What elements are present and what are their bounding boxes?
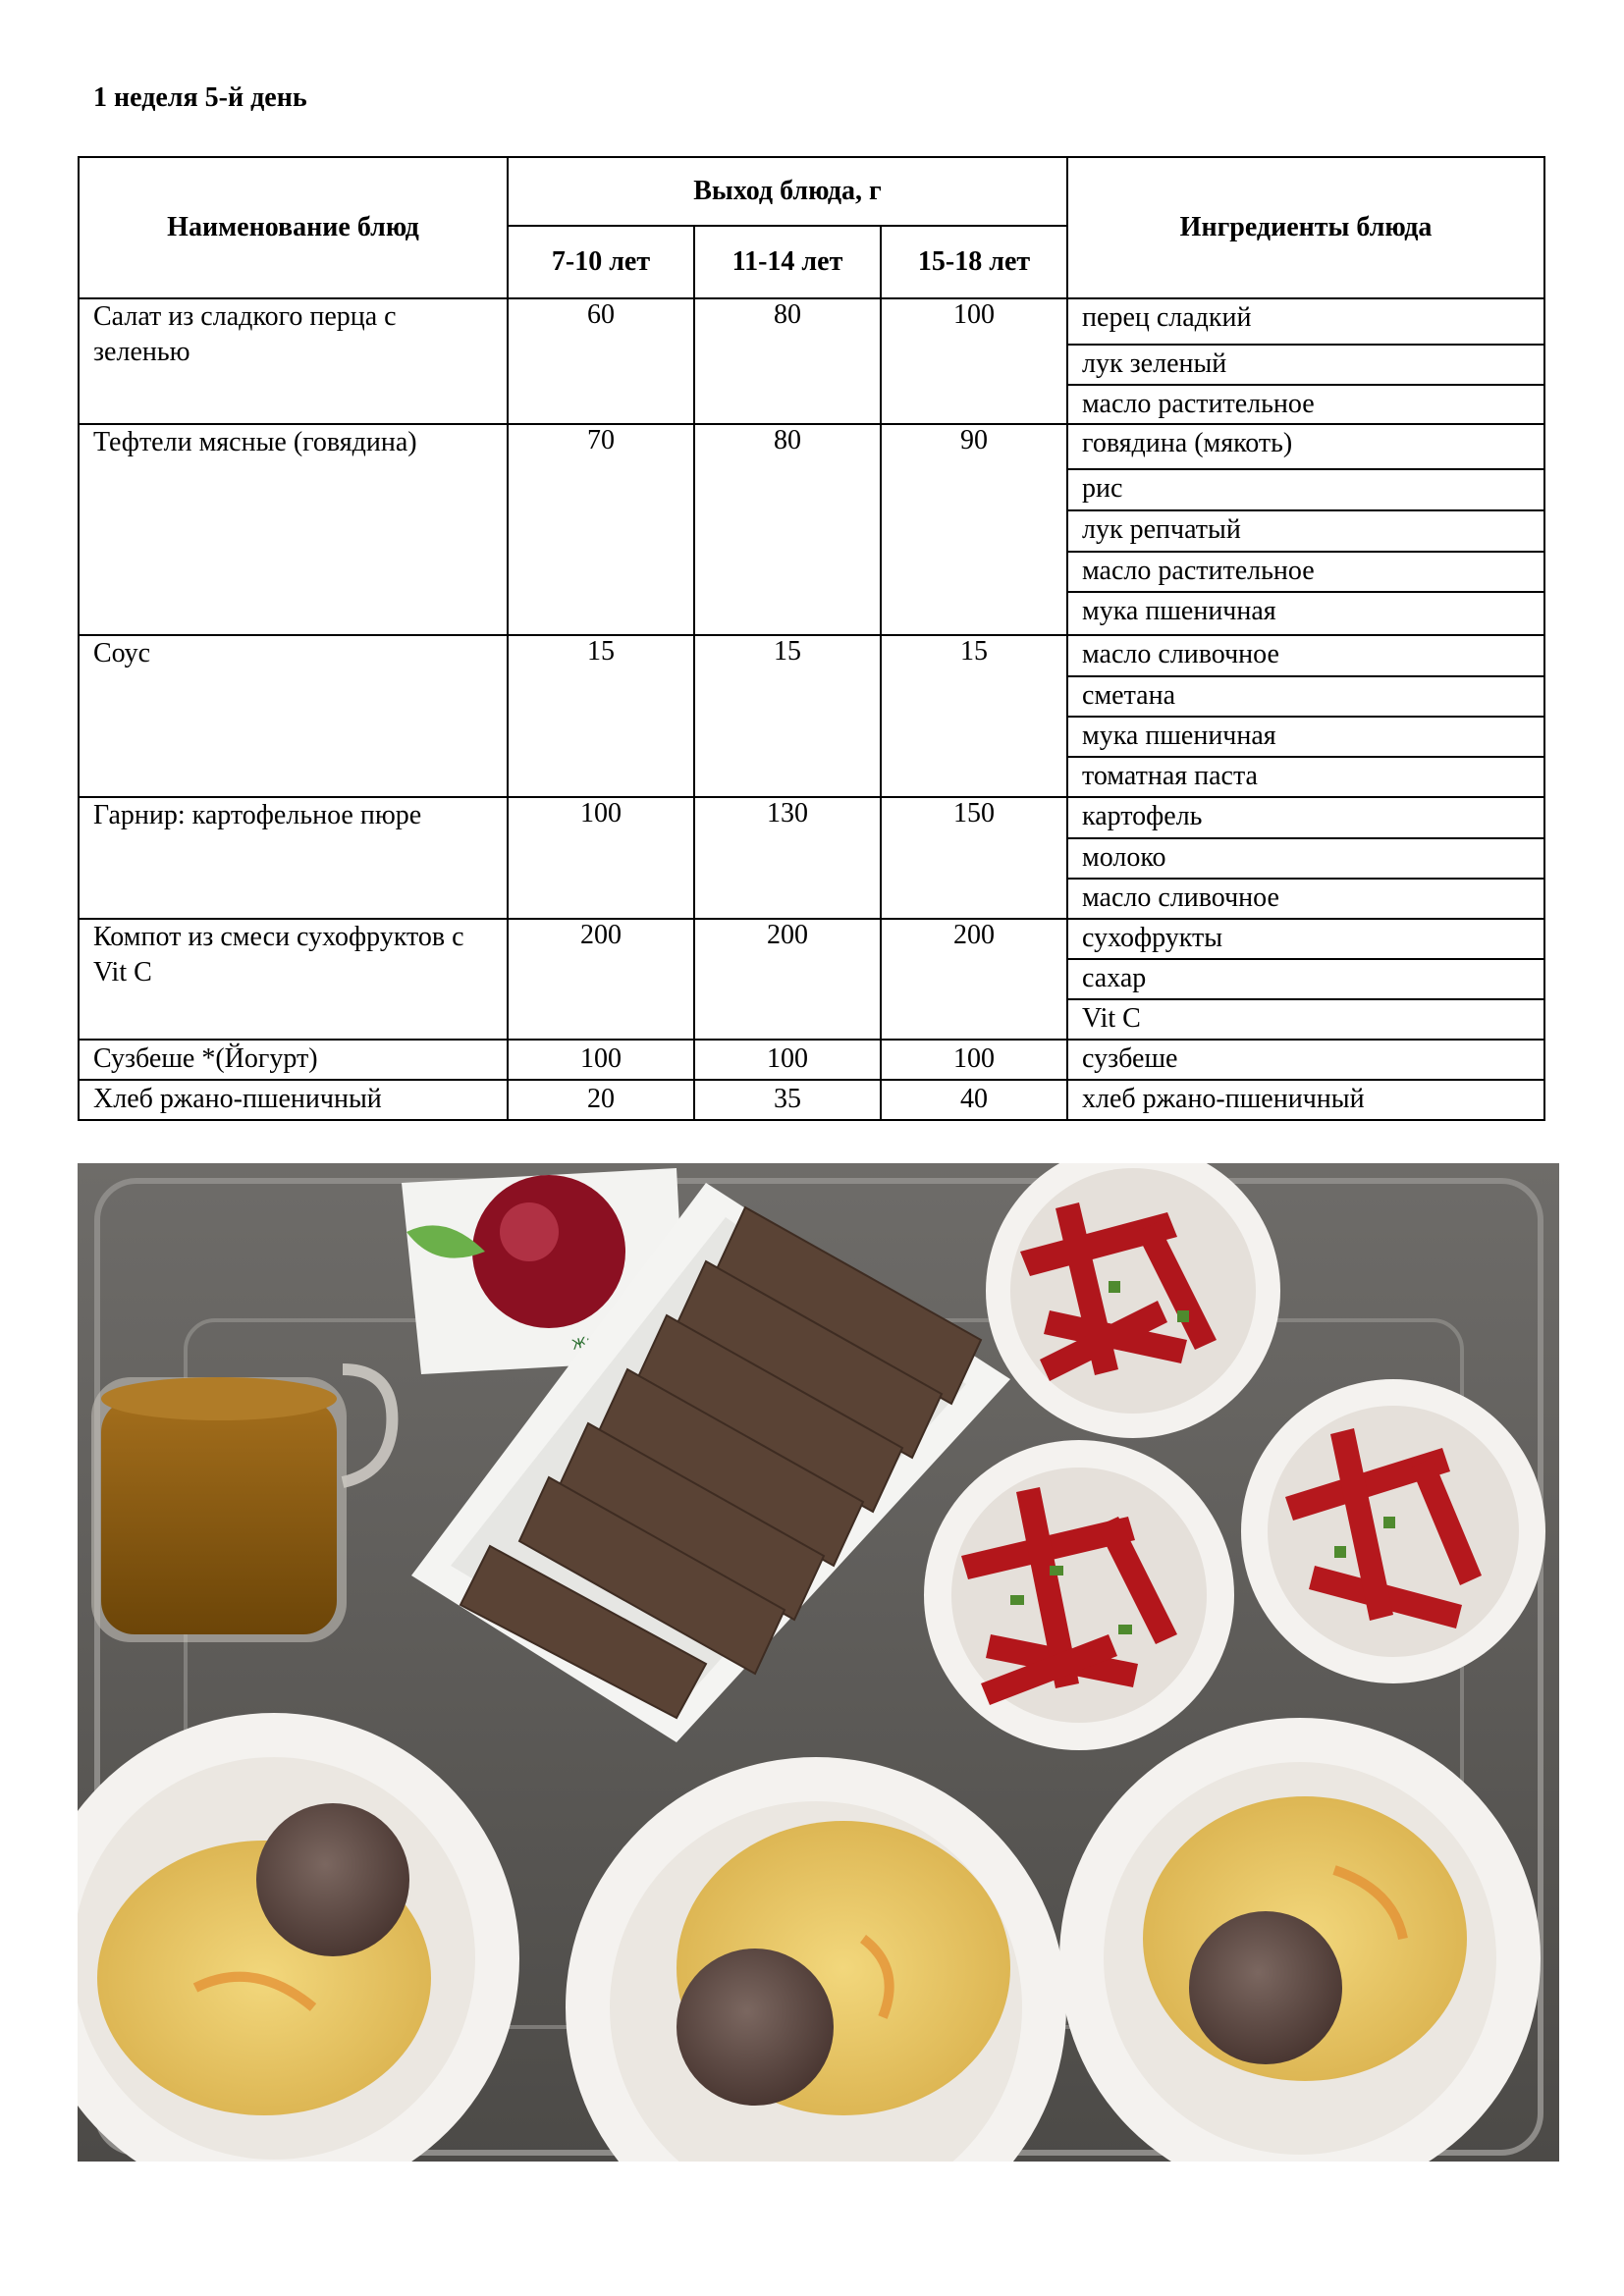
ingredient: картофель [1067, 797, 1544, 838]
value-11-14: 100 [694, 1040, 881, 1080]
ingredient: масло сливочное [1067, 879, 1544, 919]
dish-name: Гарнир: картофельное пюре [79, 797, 508, 919]
ingredient: сузбеше [1067, 1040, 1544, 1080]
header-output: Выход блюда, г [508, 157, 1067, 226]
ingredient: хлеб ржано-пшеничный [1067, 1080, 1544, 1120]
meatball [256, 1803, 409, 1956]
dish-name: Тефтели мясные (говядина) [79, 424, 508, 635]
ingredient: мука пшеничная [1067, 592, 1544, 635]
header-age-7-10: 7-10 лет [508, 226, 694, 298]
ingredient: перец сладкий [1067, 298, 1544, 345]
value-15-18: 40 [881, 1080, 1067, 1120]
value-11-14: 15 [694, 635, 881, 797]
table-row [79, 298, 1544, 345]
table-row [79, 424, 1544, 469]
ingredient: сметана [1067, 676, 1544, 717]
dish-name: Салат из сладкого перца с зеленью [79, 298, 508, 424]
header-ingredients: Ингредиенты блюда [1067, 157, 1544, 298]
ingredient: лук репчатый [1067, 510, 1544, 552]
ingredient: рис [1067, 469, 1544, 510]
value-15-18: 200 [881, 919, 1067, 1040]
table-row [79, 797, 1544, 838]
value-7-10: 200 [508, 919, 694, 1040]
header-age-11-14: 11-14 лет [694, 226, 881, 298]
ingredient: масло растительное [1067, 385, 1544, 424]
menu-table [78, 156, 1545, 1121]
ingredient: масло растительное [1067, 552, 1544, 592]
table-row [79, 919, 1544, 959]
ingredient: лук зеленый [1067, 345, 1544, 385]
table-row [79, 1080, 1544, 1120]
salad-bowl-2 [1241, 1379, 1545, 1683]
ingredient: молоко [1067, 838, 1544, 879]
dish-name: Хлеб ржано-пшеничный [79, 1080, 508, 1120]
food-photo [78, 1163, 1559, 2162]
header-age-15-18: 15-18 лет [881, 226, 1067, 298]
value-15-18: 100 [881, 298, 1067, 424]
page-title: 1 неделя 5-й день [93, 82, 307, 113]
value-15-18: 150 [881, 797, 1067, 919]
value-15-18: 90 [881, 424, 1067, 635]
dish-name: Компот из смеси сухофруктов с Vit C [79, 919, 508, 1040]
value-7-10: 15 [508, 635, 694, 797]
value-11-14: 80 [694, 298, 881, 424]
dish-name: Соус [79, 635, 508, 797]
value-7-10: 100 [508, 1040, 694, 1080]
ingredient: сахар [1067, 959, 1544, 999]
ingredient: Vit C [1067, 999, 1544, 1040]
value-15-18: 100 [881, 1040, 1067, 1080]
value-11-14: 130 [694, 797, 881, 919]
salad-bowl-3 [924, 1440, 1234, 1750]
ingredient: томатная паста [1067, 757, 1544, 797]
value-15-18: 15 [881, 635, 1067, 797]
ingredient: говядина (мякоть) [1067, 424, 1544, 469]
table-row [79, 635, 1544, 676]
value-7-10: 60 [508, 298, 694, 424]
ingredient: масло сливочное [1067, 635, 1544, 676]
dish-name: Сузбеше *(Йогурт) [79, 1040, 508, 1080]
value-7-10: 20 [508, 1080, 694, 1120]
meatball [677, 1949, 834, 2106]
value-7-10: 70 [508, 424, 694, 635]
meatball [1189, 1911, 1342, 2064]
header-dish: Наименование блюд [79, 157, 508, 298]
value-11-14: 80 [694, 424, 881, 635]
table-row [79, 1040, 1544, 1080]
value-11-14: 35 [694, 1080, 881, 1120]
ingredient: мука пшеничная [1067, 717, 1544, 757]
value-11-14: 200 [694, 919, 881, 1040]
ingredient: сухофрукты [1067, 919, 1544, 959]
value-7-10: 100 [508, 797, 694, 919]
